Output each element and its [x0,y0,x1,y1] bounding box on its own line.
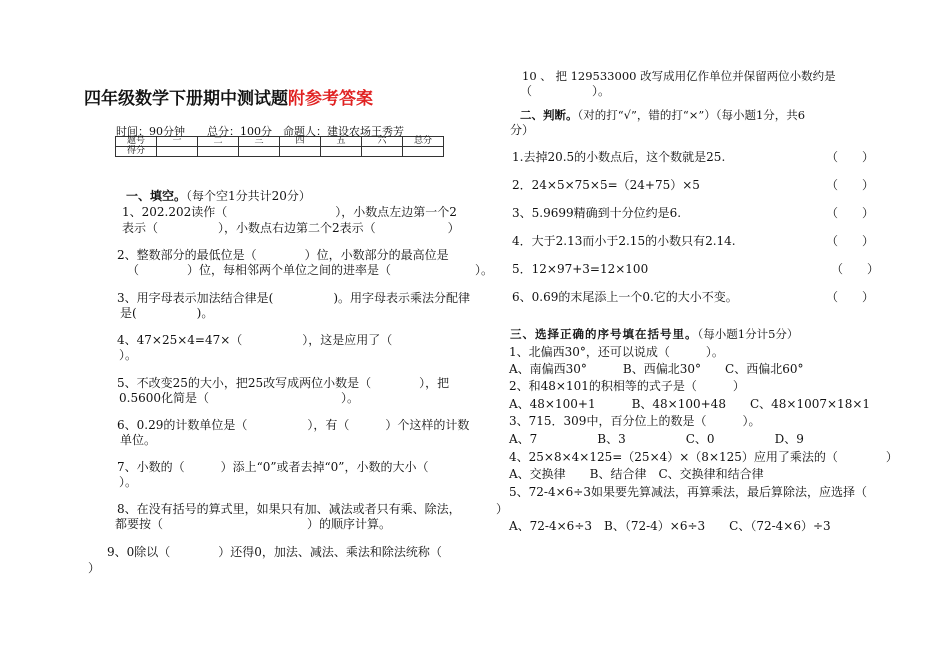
title-suffix: 附参考答案 [288,89,373,109]
s2-answer-blank-3: （ ） [826,206,875,220]
score-table-header-row [116,137,444,147]
s1-q7-line2: ）。 [119,475,138,489]
s1-q6-line2: 单位。 [120,433,157,447]
section-2-heading: 二、判断。（对的打“√”，错的打“×”）（每小题1分，共6 [520,108,806,122]
s3-q2-options: A、48×100+1 B、48×100+48 C、48×1007×18×1 [509,397,871,411]
s1-q8-line1: 8、在没有括号的算式里，如果只有加、减法或者只有乘、除法， [117,502,461,516]
score-cell: 六 [362,137,403,147]
score-cell [362,147,403,157]
s2-item-3: 3、5.9699精确到十分位约是6. [512,206,682,220]
s3-q4: 4、25×8×4×125=（25×4）×（8×125）应用了乘法的（ ） [509,450,898,464]
s2-item-1: 1.去掉20.5的小数点后，这个数就是25. [512,150,726,164]
s1-q5-line1: 5、不改变25的大小，把25改写成两位小数是（ ），把 [117,376,450,390]
s1-q4-line1: 4、47×25×4=47×（ ），这是应用了（ [117,333,393,347]
s3-q3-options: A、7 B、3 C、0 D、9 [509,432,804,446]
page-title [84,84,373,109]
score-cell [321,147,362,157]
section-2-note-cont: 分） [510,123,535,137]
score-cell [403,147,444,157]
s2-item-2: 2．24×5×75×5=（24+75）×5 [512,178,700,192]
score-cell [157,147,198,157]
s1-q9-line2: ） [88,561,101,575]
title-main: 四年级数学下册期中测试题 [84,89,288,109]
score-cell: 一 [157,137,198,147]
score-cell [239,147,280,157]
score-cell: 二 [198,137,239,147]
score-cell: 四 [280,137,321,147]
s1-q3-line2: 是( )。 [120,306,214,320]
s3-q5: 5、72-4×6÷3如果要先算减法，再算乘法，最后算除法，应选择（ [509,485,867,499]
s3-q2: 2、和48×101的积相等的式子是（ ） [509,379,745,393]
exam-meta: 时间：90分钟 总分：100分 命题人：建设农场王秀芳 [116,125,404,138]
s3-q4-options: A、交换律 B、结合律 C、交换律和结合律 [509,467,764,481]
s3-q5-options: A、72-4×6÷3 B、（72-4）×6÷3 C、（72-4×6）÷3 [509,519,831,533]
s2-item-6: 6、0.69的末尾添上一个0.它的大小不变。 [512,290,738,304]
s2-answer-blank-4: （ ） [826,234,875,248]
score-cell: 题号 [116,137,157,147]
s1-q3-line1: 3、用字母表示加法结合律是( )。用字母表示乘法分配律 [117,291,471,305]
s2-answer-blank-1: （ ） [826,150,875,164]
s2-answer-blank-5: （ ） [831,262,880,276]
s3-q1-options: A、南偏西30° B、西偏北30° C、西偏北60° [509,362,804,376]
s1-q5-line2: 0.5600化简是（ ）。 [119,391,359,405]
section-1-heading: 一、填空。（每个空1分共计20分） [126,189,311,203]
s3-q5-cont: ） [496,502,509,516]
s1-q4-line2: ）。 [119,348,138,362]
score-cell: 得分 [116,147,157,157]
score-cell: 三 [239,137,280,147]
s1-q9-line1: 9、0除以（ ）还得0，加法、减法、乘法和除法统称（ [107,545,442,559]
s1-q2-line2: （ ）位，每相邻两个单位之间的进率是（ ）。 [127,263,494,277]
s1-q1-line1: 1、202.202读作（ ），小数点左边第一个2 [122,205,457,219]
s1-q2-line1: 2、整数部分的最低位是（ ）位，小数部分的最高位是 [117,248,449,262]
score-table-score-row [116,147,444,157]
s1-q8-line2: 都要按（ ）的顺序计算。 [115,517,392,531]
q10-line1: 10 、 把 129533000 改写成用亿作单位并保留两位小数约是 [522,69,836,83]
score-cell [198,147,239,157]
s2-answer-blank-2: （ ） [826,178,875,192]
score-table [115,136,444,157]
s1-q7-line1: 7、小数的（ ）添上“0”或者去掉“0”，小数的大小（ [117,460,429,474]
s2-item-5: 5．12×97+3=12×100 [512,262,649,276]
q10-line2: （ ）。 [520,84,611,98]
s2-answer-blank-6: （ ） [826,290,875,304]
s1-q1-line2: 表示（ ），小数点右边第二个2表示（ ） [122,221,460,235]
s3-q3: 3、715．309中，百分位上的数是（ ）。 [509,414,761,428]
s2-item-4: 4．大于2.13而小于2.15的小数只有2.14. [512,234,736,248]
score-cell: 总分 [403,137,444,147]
score-cell: 五 [321,137,362,147]
s1-q6-line1: 6、0.29的计数单位是（ ），有（ ）个这样的计数 [117,418,470,432]
section-3-heading: 三、选择正确的序号填在括号里。（每小题1分计5分） [510,327,799,341]
score-cell [280,147,321,157]
s3-q1: 1、北偏西30°，还可以说成（ ）。 [509,345,724,359]
